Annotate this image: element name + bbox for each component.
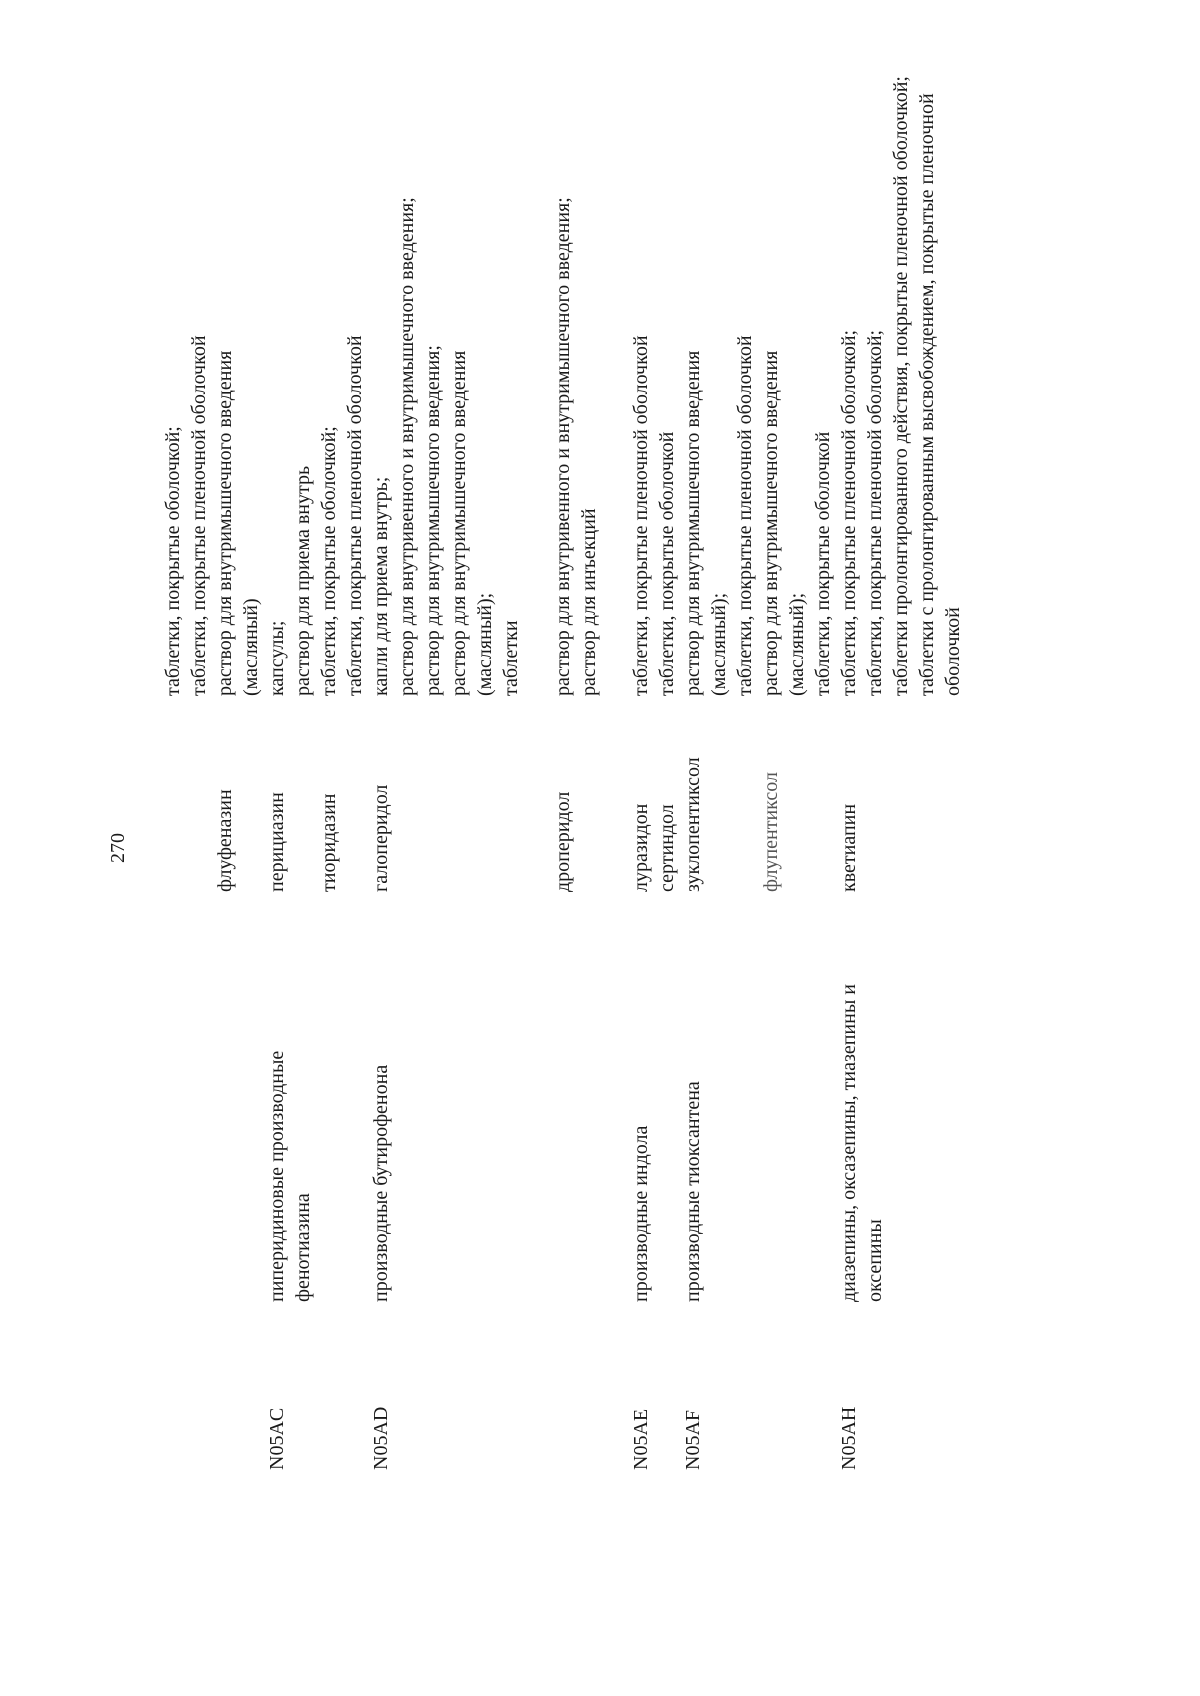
dosage-form: таблетки, покрытые оболочкой; xyxy=(162,426,184,696)
dosage-form: таблетки, покрытые оболочкой; xyxy=(318,426,340,696)
drug-group: пиперидиновые производные фенотиазина xyxy=(266,1050,314,1302)
dosage-form: таблетки с пролонгированным высвобождением, покрытые пленочной оболочкой xyxy=(916,93,964,696)
dosage-form: таблетки, покрытые пленочной оболочкой; xyxy=(864,329,886,696)
page-number: 270 xyxy=(107,833,129,863)
drug-group: производные индола xyxy=(630,1125,652,1302)
dosage-forms xyxy=(680,136,758,696)
dosage-forms xyxy=(160,136,212,696)
drug-name: зуклопентиксол xyxy=(682,757,704,892)
drug-name: тиоридазин xyxy=(318,793,340,892)
atc-code: N05AC xyxy=(266,1407,288,1470)
dosage-form: таблетки пролонгированного действия, покрытые пленочной оболочкой; xyxy=(890,76,912,696)
dosage-form: таблетки, покрытые оболочкой xyxy=(656,431,678,696)
drug-name: флупентиксол xyxy=(760,772,782,892)
dosage-forms xyxy=(316,136,368,696)
dosage-forms xyxy=(550,136,602,696)
drug-name: кветиапин xyxy=(838,803,860,892)
dosage-forms xyxy=(836,76,966,696)
atc-code: N05AH xyxy=(838,1406,860,1470)
dosage-forms xyxy=(758,136,836,696)
drug-name: флуфеназин xyxy=(214,789,236,892)
dosage-forms xyxy=(212,136,264,696)
atc-code: N05AD xyxy=(370,1406,392,1470)
dosage-form: капсулы; xyxy=(266,620,288,696)
drug-name: галоперидол xyxy=(370,784,392,892)
dosage-form: раствор для инъекций xyxy=(578,508,600,696)
dosage-form: таблетки, покрытые оболочкой xyxy=(812,431,834,696)
atc-code: N05AF xyxy=(682,1409,704,1470)
dosage-forms xyxy=(264,136,316,696)
dosage-form: раствор для приема внутрь xyxy=(292,465,314,696)
dosage-form: таблетки, покрытые пленочной оболочкой xyxy=(630,335,652,696)
dosage-forms xyxy=(628,136,654,696)
dosage-form: раствор для внутримышечного введения (масляный) xyxy=(214,350,262,696)
dosage-form: раствор для внутримышечного введения (масляный); xyxy=(760,350,808,696)
dosage-form: раствор для внутримышечного введения; xyxy=(422,345,444,696)
dosage-form: раствор для внутримышечного введения (масляный); xyxy=(682,350,730,696)
dosage-forms xyxy=(368,136,524,696)
drug-name: дроперидол xyxy=(552,791,574,892)
dosage-form: таблетки, покрытые пленочной оболочкой xyxy=(344,335,366,696)
dosage-form: таблетки, покрытые пленочной оболочкой xyxy=(188,335,210,696)
dosage-form: таблетки, покрытые пленочной оболочкой; xyxy=(838,329,860,696)
dosage-form: таблетки xyxy=(500,620,522,696)
drug-name: сертиндол xyxy=(656,804,678,892)
dosage-form: раствор для внутримышечного введения (масляный); xyxy=(448,350,496,696)
drug-name: перициазин xyxy=(266,792,288,892)
drug-group: производные тиоксантена xyxy=(682,1081,704,1302)
dosage-form: капли для приема внутрь; xyxy=(370,476,392,696)
drug-group: производные бутирофенона xyxy=(370,1064,392,1302)
dosage-form: таблетки, покрытые пленочной оболочкой xyxy=(734,335,756,696)
drug-group: диазепины, оксазепины, тиазепины и оксепины xyxy=(838,984,886,1302)
drug-name: луразидон xyxy=(630,803,652,892)
dosage-form: раствор для внутривенного и внутримышечного введения; xyxy=(552,197,574,696)
atc-code: N05AE xyxy=(630,1408,652,1470)
dosage-forms xyxy=(654,136,680,696)
dosage-form: раствор для внутривенного и внутримышечного введения; xyxy=(396,197,418,696)
